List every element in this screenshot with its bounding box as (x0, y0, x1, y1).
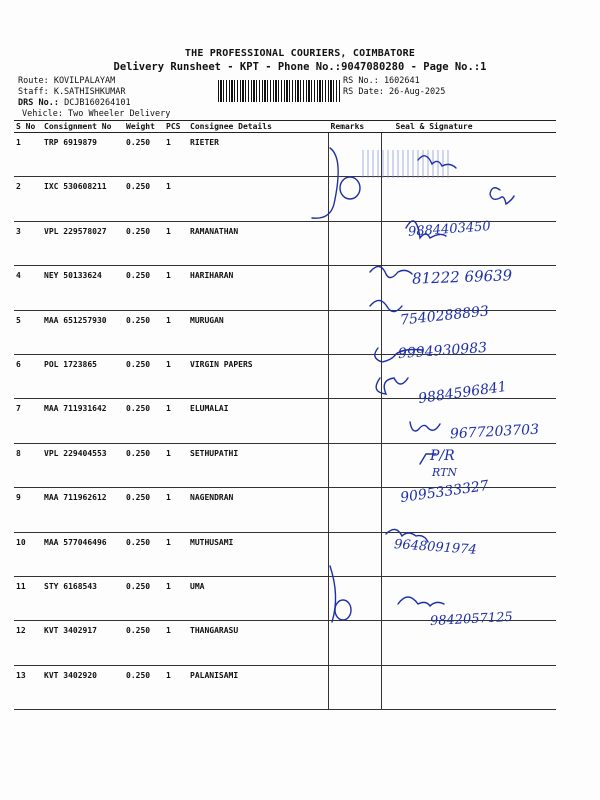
row-weight: 0.250 (124, 621, 164, 665)
row-pcs: 1 (164, 443, 188, 487)
col-weight: Weight (124, 121, 164, 133)
row-weight: 0.250 (124, 665, 164, 709)
row-weight: 0.250 (124, 532, 164, 576)
row-sno: 5 (14, 310, 42, 354)
row-pcs: 1 (164, 310, 188, 354)
row-sno: 2 (14, 177, 42, 221)
phone-row11: 9648091974 (393, 537, 478, 558)
row-sno: 8 (14, 443, 42, 487)
row-consignment-no: POL 1723865 (42, 354, 124, 398)
handwritten-marks (300, 138, 550, 638)
row-weight: 0.250 (124, 221, 164, 265)
signature-row2 (490, 188, 514, 204)
staff-label: Staff: K.SATHISHKUMAR (18, 87, 126, 97)
signature-row1 (418, 156, 456, 168)
runsheet-subtitle: Delivery Runsheet - KPT - Phone No.:9047080280 - Page No.:1 (113, 61, 487, 73)
row-consignee: NAGENDRAN (188, 488, 329, 532)
route-label: Route: KOVILPALAYAM (18, 76, 116, 86)
row-weight: 0.250 (124, 399, 164, 443)
row-signature (382, 665, 557, 709)
phone-row3: 9884403450 (407, 219, 492, 240)
signature-row4 (370, 266, 412, 277)
rs-date: RS Date: 26-Aug-2025 (343, 87, 446, 97)
row-pcs: 1 (164, 133, 188, 177)
row-pcs: 1 (164, 488, 188, 532)
row-consignee: VIRGIN PAPERS (188, 354, 329, 398)
signature-row8 (410, 422, 440, 431)
phone-row8: 9677203703 (449, 421, 540, 443)
row-weight: 0.250 (124, 354, 164, 398)
return-mark-1: P/R (430, 448, 455, 464)
rs-number: RS No.: 1602641 (343, 76, 420, 86)
row-consignment-no: MAA 651257930 (42, 310, 124, 354)
remarks-mark-1 (312, 148, 338, 218)
row-pcs: 1 (164, 399, 188, 443)
remarks-mark-2 (340, 177, 360, 199)
signature-row5 (370, 300, 402, 311)
row-consignee: HARIHARAN (188, 266, 329, 310)
row-consignment-no: VPL 229404553 (42, 443, 124, 487)
phone-row10: 9095333327 (399, 477, 490, 507)
row-weight: 0.250 (124, 576, 164, 620)
remarks-mark-3 (330, 566, 336, 622)
row-sno: 1 (14, 133, 42, 177)
col-signature: Seal & Signature (382, 121, 557, 133)
row-weight: 0.250 (124, 266, 164, 310)
row-sno: 6 (14, 354, 42, 398)
row-consignee: ELUMALAI (188, 399, 329, 443)
phone-row5: 7540288893 (399, 303, 490, 329)
row-consignee: RIETER (188, 133, 329, 177)
row-pcs: 1 (164, 665, 188, 709)
row-weight: 0.250 (124, 133, 164, 177)
phone-row7: 9884596841 (417, 378, 508, 408)
barcode (218, 80, 340, 102)
col-sno: S No (14, 121, 42, 133)
row-sno: 3 (14, 221, 42, 265)
row-consignee: MURUGAN (188, 310, 329, 354)
row-weight: 0.250 (124, 443, 164, 487)
row-sno: 13 (14, 665, 42, 709)
remarks-mark-4 (335, 600, 351, 620)
signature-row7 (376, 378, 408, 394)
col-pcs: PCS (164, 121, 188, 133)
row-sno: 11 (14, 576, 42, 620)
row-consignee: PALANISAMI (188, 665, 329, 709)
row-weight: 0.250 (124, 488, 164, 532)
row-remarks (329, 665, 382, 709)
row-consignment-no: STY 6168543 (42, 576, 124, 620)
row-consignment-no: KVT 3402917 (42, 621, 124, 665)
drs-number (18, 98, 131, 109)
phone-row13: 9842057125 (429, 609, 514, 630)
phone-row6: 9994930983 (397, 339, 488, 363)
signature-row13 (398, 597, 444, 606)
row-sno: 7 (14, 399, 42, 443)
row-pcs: 1 (164, 621, 188, 665)
row-consignee: MUTHUSAMI (188, 532, 329, 576)
row-sno: 9 (14, 488, 42, 532)
row-pcs: 1 (164, 177, 188, 221)
drs-value: DCJB160264101 (64, 98, 131, 108)
row-consignment-no: IXC 530608211 (42, 177, 124, 221)
col-consignment: Consignment No (42, 121, 124, 133)
table-row (14, 665, 556, 709)
col-remarks: Remarks (329, 121, 382, 133)
row-consignment-no: VPL 229578027 (42, 221, 124, 265)
row-consignee: SETHUPATHI (188, 443, 329, 487)
table-header (14, 121, 556, 133)
row-consignment-no: TRP 6919879 (42, 133, 124, 177)
row-pcs: 1 (164, 532, 188, 576)
row-pcs: 1 (164, 221, 188, 265)
row-consignment-no: MAA 577046496 (42, 532, 124, 576)
row-weight: 0.250 (124, 310, 164, 354)
vehicle-label: Vehicle: Two Wheeler Delivery (22, 109, 171, 119)
row-pcs: 1 (164, 354, 188, 398)
row-sno: 10 (14, 532, 42, 576)
row-consignee: UMA (188, 576, 329, 620)
row-sno: 4 (14, 266, 42, 310)
row-consignment-no: MAA 711931642 (42, 399, 124, 443)
row-weight: 0.250 (124, 177, 164, 221)
row-pcs: 1 (164, 576, 188, 620)
row-consignment-no: KVT 3402920 (42, 665, 124, 709)
row-consignment-no: MAA 711962612 (42, 488, 124, 532)
return-mark-2: RTN (432, 466, 458, 479)
row-consignee: RAMANATHAN (188, 221, 329, 265)
row-consignment-no: NEY 50133624 (42, 266, 124, 310)
drs-label: DRS No.: (18, 98, 59, 108)
row-pcs: 1 (164, 266, 188, 310)
phone-row4: 81222 69639 (411, 266, 513, 288)
col-consignee: Consignee Details (188, 121, 329, 133)
row-consignee: THANGARASU (188, 621, 329, 665)
row-sno: 12 (14, 621, 42, 665)
company-title: THE PROFESSIONAL COURIERS, COIMBATORE (184, 48, 416, 59)
